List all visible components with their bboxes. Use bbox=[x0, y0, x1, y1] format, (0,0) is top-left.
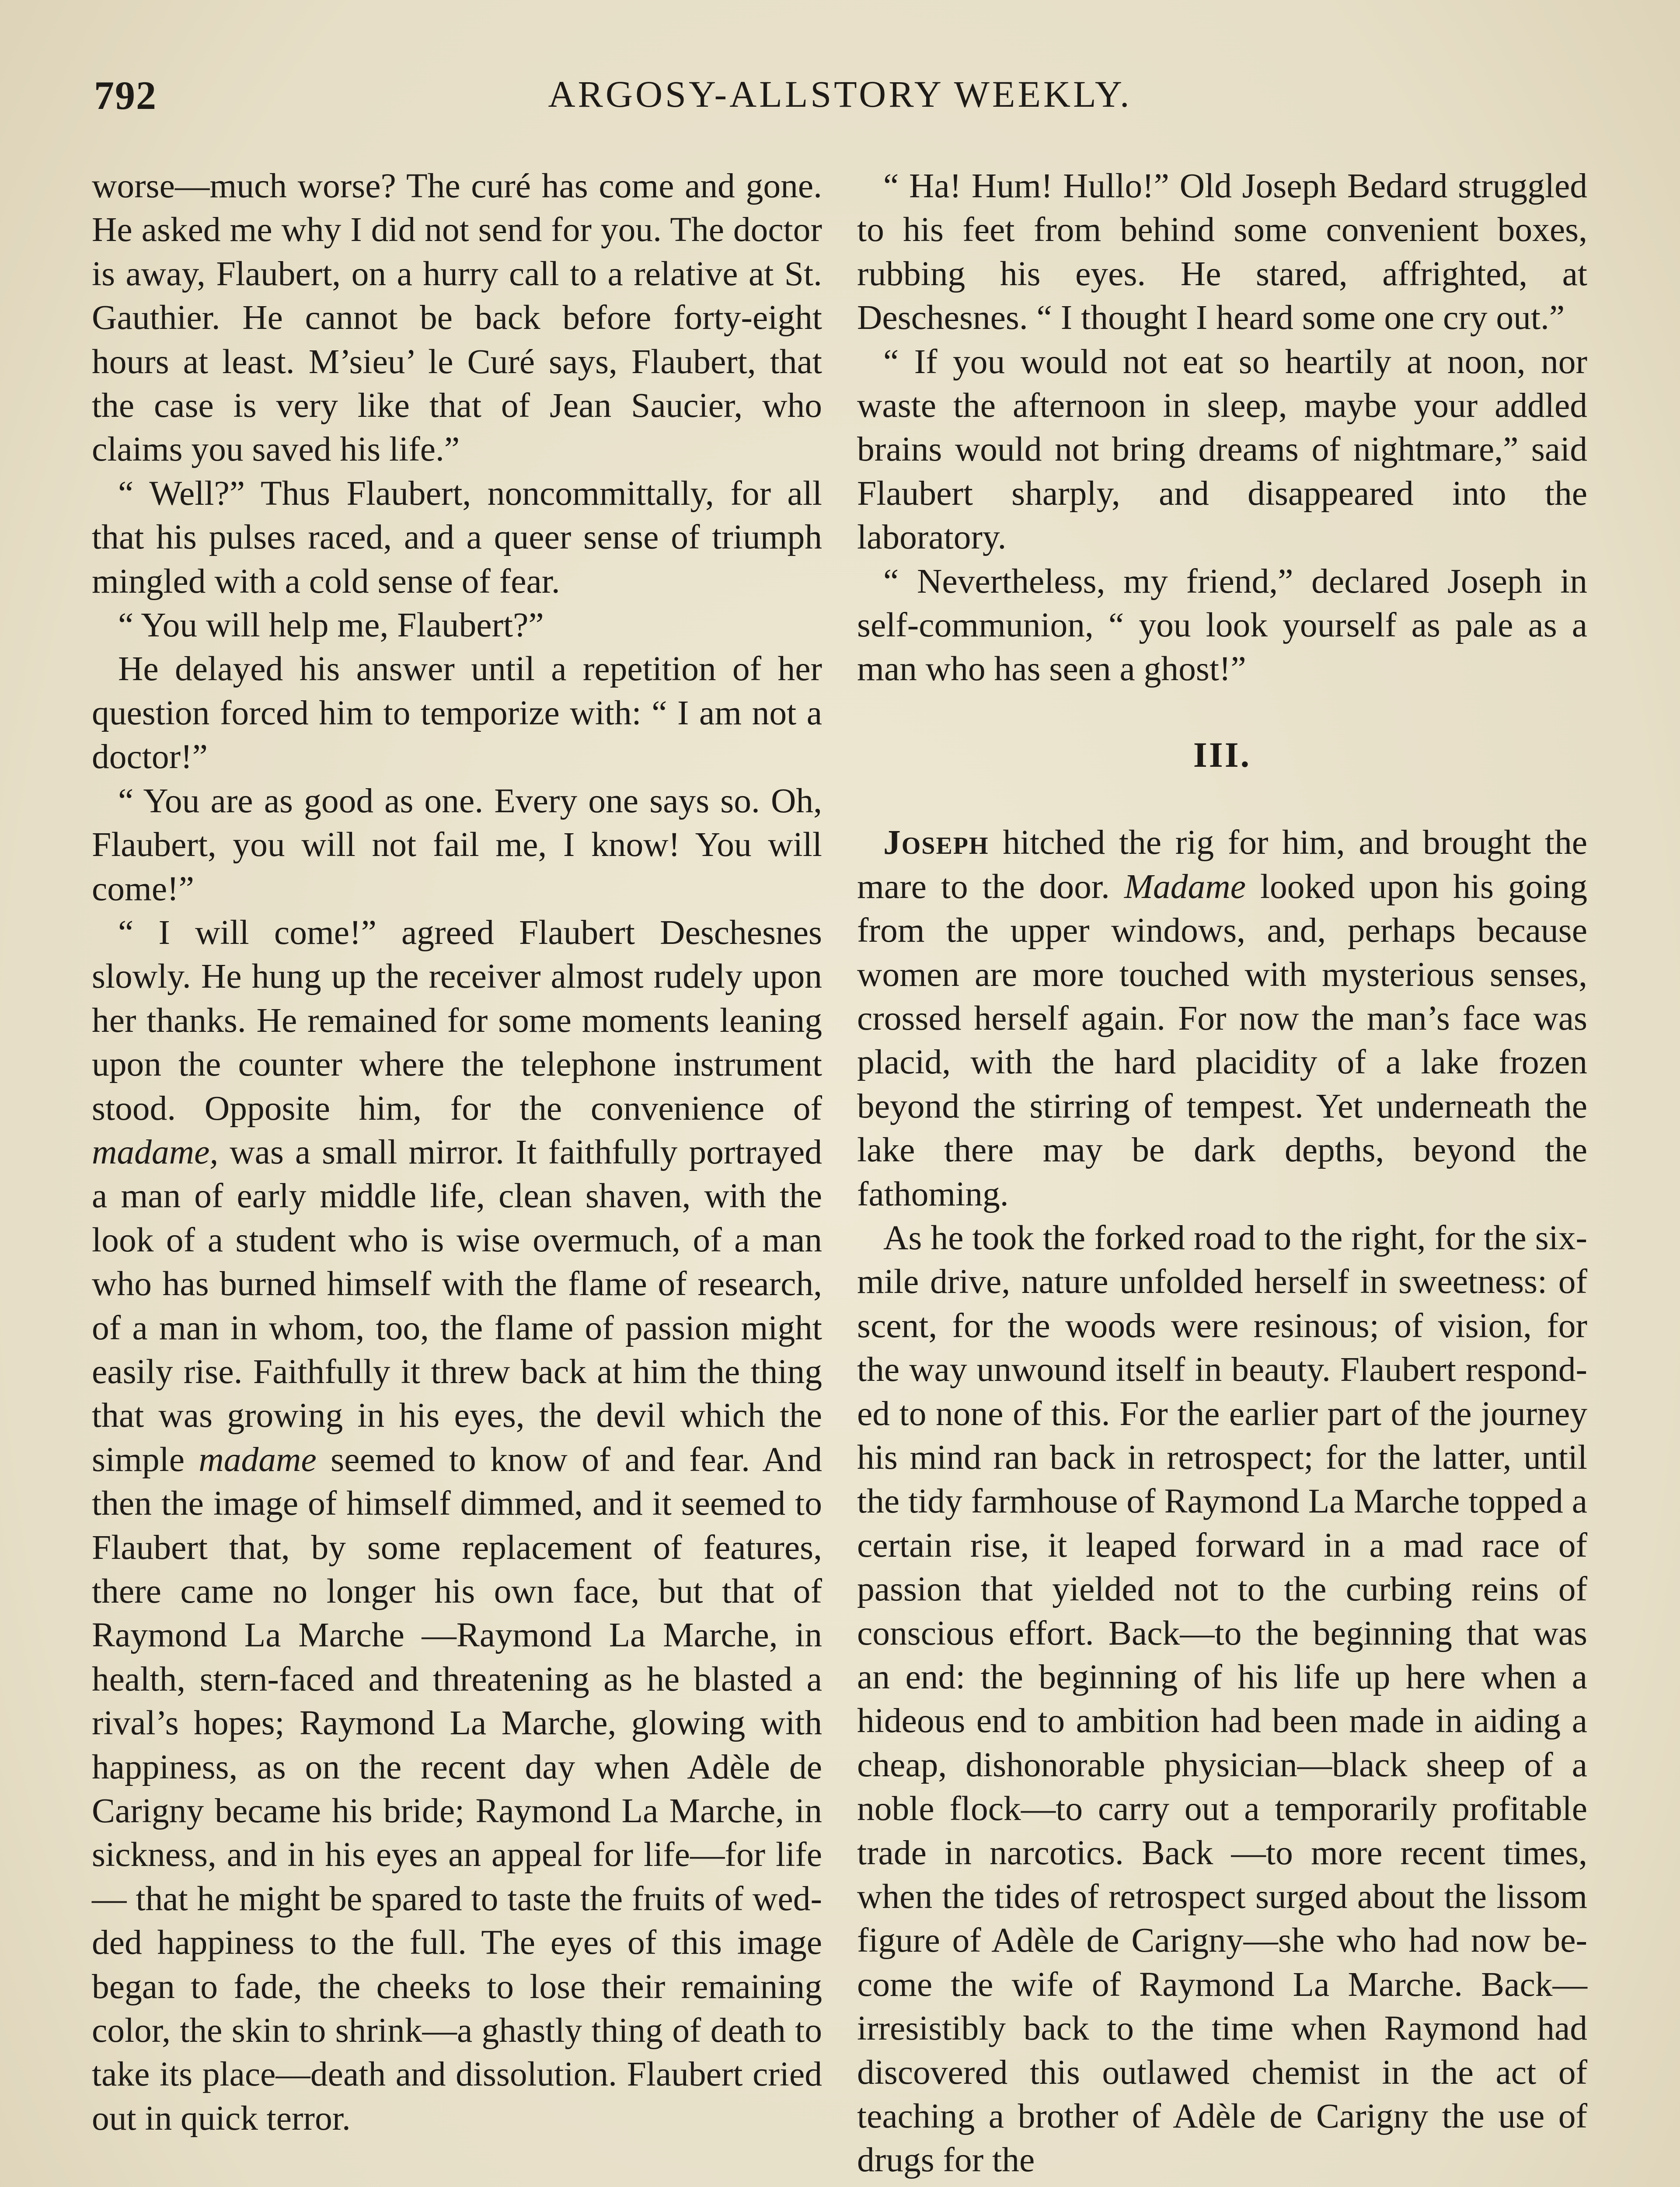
text-run: seemed to know of and fear. And then the image of himself dimmed, and it seemed to Flaubert that, by some replacement of features, there came no longer his own face, but that of Raymond La Marche —Raymond La Marche, in health, stern-faced and threatening as he blasted a rival’s hopes; Raymond La Marche, glowing with happiness, as on the recent day when Adèle de Carigny became his bride; Raymond La Marche, in sickness, and in his eyes an appeal for life—for life— that he might be spared to taste the fruits of wedded happiness to the full. The eyes of this image began to fade, the cheeks to lose their remaining color, the skin to shrink—a ghastly thing of death to take its place—death and dissolution. Flaubert cried out in quick terror. bbox=[92, 1440, 822, 2138]
paragraph: “ Ha! Hum! Hullo!” Old Joseph Bedard struggled to his feet from behind some convenient boxes, rubbing his eyes. He stared, affrighted, at Deschesnes. “ I thought I heard some one cry out.” bbox=[857, 167, 1587, 337]
text-run: “ I will come!” agreed Flaubert Deschesnes slowly. He hung up the receiver almost rudely upon her thanks. He remained for some moments leaning upon the counter where the telephone instrument stood. Opposite him, for the convenience of bbox=[92, 913, 822, 1128]
page-number: 792 bbox=[94, 73, 157, 118]
italic-text: Madame bbox=[1124, 867, 1246, 906]
paragraph: “ Well?” Thus Flaubert, noncommittally, for all that his pulses raced, and a queer sense of triumph mingled with a cold sense of fear. bbox=[92, 474, 822, 601]
paragraph: “ You will help me, Flaubert?” bbox=[118, 606, 544, 645]
paragraph: As he took the forked road to the right, for the six-mile drive, nature unfolded herself in sweetness: of scent, for the woods were resinous; of vision, for the way unwound itself in beauty. Flaubert responded to none of this. For the earlier part of the journey his mind ran back in retrospect; for the latter, until the tidy farmhouse of Raymond La Marche topped a certain rise, it leaped forward in a mad race of passion that yielded not to the curbing reins of conscious effort. Back—to the beginning that was an end: the beginning of his life up here when a hideous end to ambition had been made in aiding a cheap, dishonorable physician—black sheep of a noble flock—to carry out a temporarily profitable trade in narcotics. Back —to more recent times, when the tides of retrospect surged about the lissom figure of Adèle de Carigny—she who had now become the wife of Raymond La Marche. Back—irresistibly back to the time when Raymond had discovered this outlawed chemist in the act of teaching a brother of Adèle de Carigny the use of drugs for the bbox=[857, 1218, 1587, 2180]
text-run: hitched the rig for him, and brought the mare to the door. bbox=[857, 823, 1587, 906]
italic-text: madame bbox=[199, 1440, 317, 1479]
running-title: ARGOSY-ALLSTORY WEEKLY. bbox=[548, 73, 1132, 115]
paragraph: “ Nevertheless, my friend,” declared Joseph in self-communion, “ you look yourself as pale as a man who has seen a ghost!” bbox=[857, 562, 1587, 688]
paragraph: “ If you would not eat so heartily at noon, nor waste the afternoon in sleep, maybe your addled brains would not bring dreams of nightmare,” said Flaubert sharply, and disappeared into the laboratory. bbox=[857, 342, 1587, 557]
small-caps-text: Joseph bbox=[883, 823, 989, 862]
paragraph bbox=[857, 821, 1587, 1216]
italic-text: madame, bbox=[92, 1132, 219, 1171]
section-heading: III. bbox=[1193, 734, 1251, 775]
text-run: was a small mirror. It faithfully portrayed a man of early middle life, clean shaven, with the look of a student who is wise overmuch, of a man who has burned himself with the flame of research, of a man in whom, too, the flame of passion might easily rise. Faithfully it threw back at him the thing that was growing in his eyes, the devil which the simple bbox=[92, 1132, 822, 1479]
paragraph: He delayed his answer until a repetition of her question forced him to temporize with: “ I am not a doctor!” bbox=[92, 650, 822, 776]
paragraph bbox=[92, 911, 822, 2140]
page-header bbox=[94, 72, 1586, 133]
paragraph: worse—much worse? The curé has come and gone. He asked me why I did not send for you. The doctor is away, Flaubert, on a hurry call to a relative at St. Gauthier. He cannot be back before forty-eight hours at least. M’sieu’ le Curé says, Flaubert, that the case is very like that of Jean Saucier, who claims you saved his life.” bbox=[92, 167, 822, 469]
left-column bbox=[92, 164, 822, 2140]
text-run: looked upon his going from the upper windows, and, perhaps because women are more touched with mysterious senses, crossed herself again. For now the man’s face was placid, with the hard placidity of a lake frozen beyond the stirring of tempest. Yet underneath the lake there may be dark depths, beyond the fathoming. bbox=[857, 867, 1587, 1213]
right-column bbox=[857, 164, 1587, 2182]
paragraph: “ You are as good as one. Every one says so. Oh, Flaubert, you will not fail me, I know! You will come!” bbox=[92, 781, 822, 908]
